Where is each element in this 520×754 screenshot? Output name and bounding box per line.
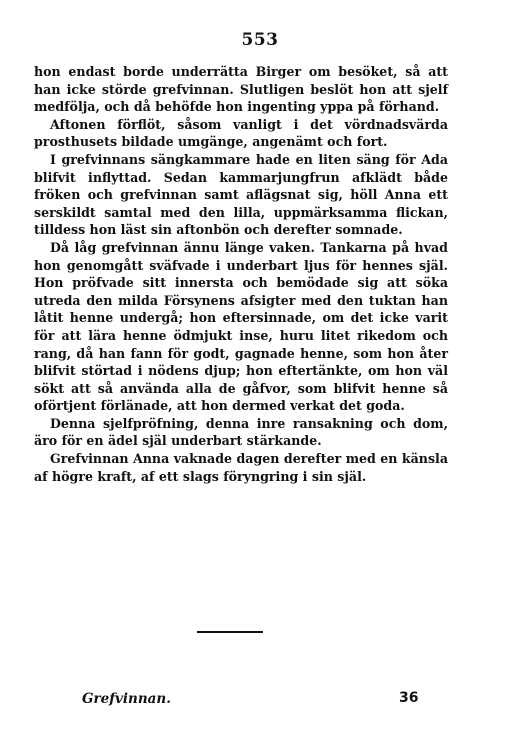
paragraph-awakening: Grefvinnan Anna vaknade dagen derefter med en känsla af högre kraft, af ett slags föryngring i sin själ. — [34, 451, 448, 484]
page-number: 553 — [241, 30, 279, 50]
body-text — [34, 63, 448, 485]
section-divider — [197, 631, 263, 633]
paragraph-reflection: Då låg grefvinnan ännu länge vaken. Tankarna på hvad hon genomgått sväfvade i underbart ljus för hennes själ. Hon pröfvade sitt innersta och bemödade sig att söka utreda den milda Försynens afsigter med den tuktan han låtit henne undergå; hon eftersinnade, om det icke varit för att lära henne ödmjukt inse, huru litet rikedom och rang, då han fann för godt, gagnade henne, som hon åter blifvit störtad i nödens djup; hon eftertänkte, om hon väl sökt att så använda alla de gåfvor, som blifvit henne så oförtjent förlänade, att hon dermed verkat det goda. — [34, 239, 448, 414]
paragraph-self-examination: Denna sjelfpröfning, denna inre ransakning och dom, äro för en ädel själ underbart stärkande. — [34, 415, 448, 449]
footer-sheet-number: 36 — [399, 690, 419, 706]
footer-signature: Grefvinnan. — [82, 691, 171, 707]
paragraph-evening: Aftonen förflöt, såsom vanligt i det vördnadsvärda prosthusets bildade umgänge, angenämt och fort. — [34, 116, 448, 150]
paragraph-bedchamber: I grefvinnans sängkammare hade en liten säng för Ada blifvit inflyttad. Sedan kammarjungfrun afklädt både fröken och grefvinnan samt aflägsnat sig, höll Anna ett serskildt samtal med den lilla, uppmärksamma flickan, tilldess hon läst sin aftonbön och derefter somnade. — [34, 151, 448, 238]
paragraph-continuation: hon endast borde underrätta Birger om besöket, så att han icke störde grefvinnan. Slutligen beslöt hon att sjelf medfölja, och då behöfde hon ingenting yppa på förhand. — [34, 64, 448, 115]
